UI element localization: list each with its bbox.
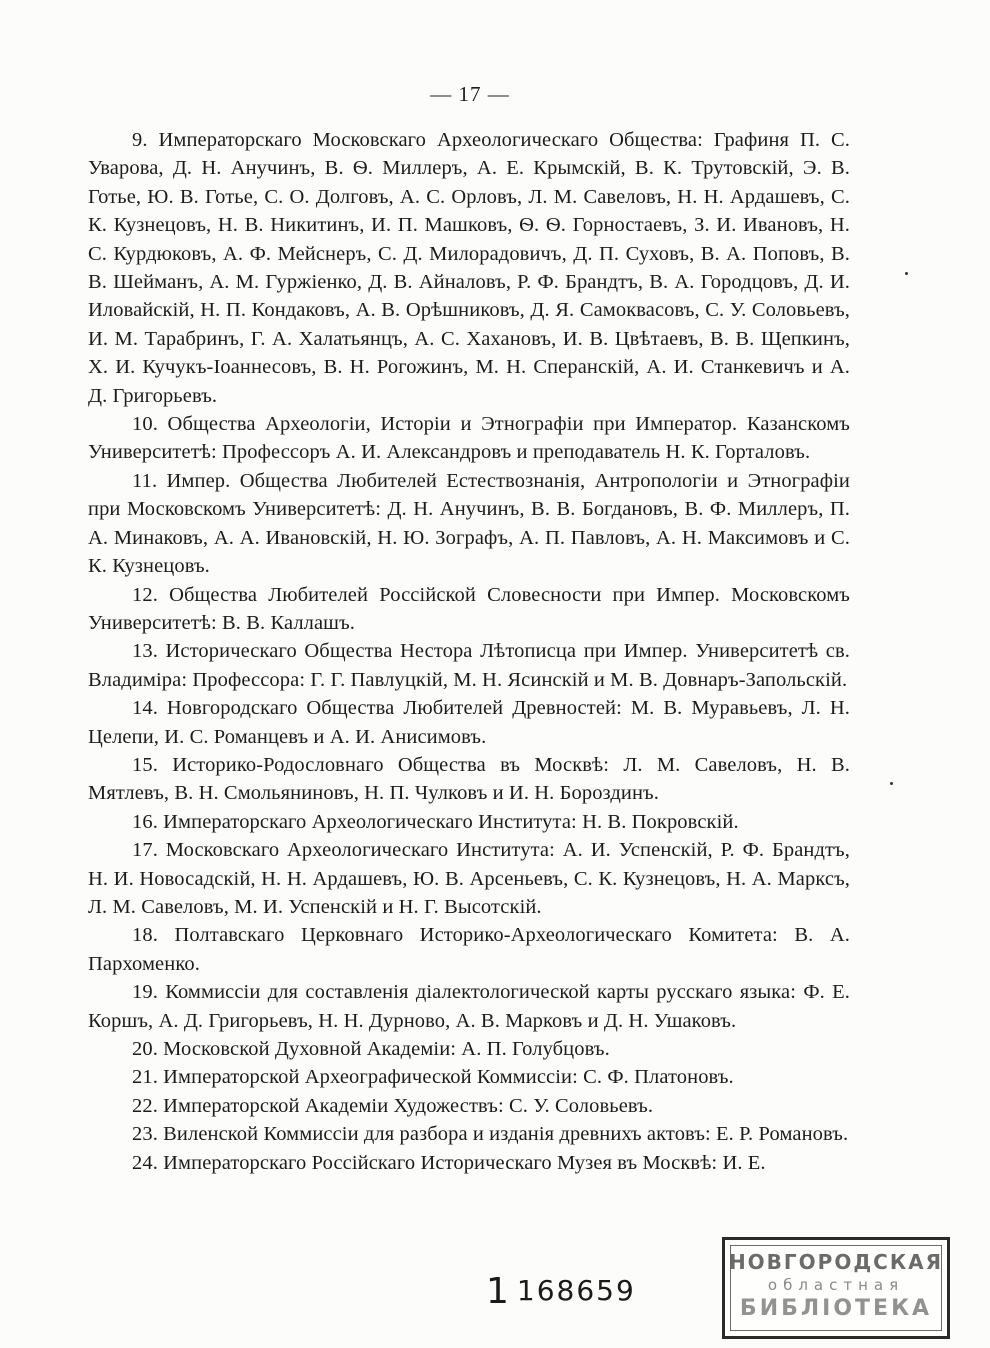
stamp-line-2: областная [767, 1276, 905, 1294]
entry-12: 12. Общества Любителей Россійской Словесности при Импер. Московскомъ Университетѣ: В. В. Каллашъ. [88, 583, 850, 634]
entry-18: 18. Полтавскаго Церковнаго Историко-Археологическаго Комитета: В. А. Пархоменко. [88, 924, 850, 975]
entry-19: 19. Коммиссіи для составленія діалектологической карты русскаго языка: Ф. Е. Коршъ, А. Д. Григорьевъ, Н. Н. Дурново, А. В. Марковъ и Д. Н. Ушаковъ. [88, 981, 850, 1032]
entry-15: 15. Историко-Родословнаго Общества въ Москвѣ: Л. М. Савеловъ, Н. В. Мятлевъ, В. Н. Смольяниновъ, Н. П. Чулковъ и И. Н. Бороздинъ. [88, 753, 850, 805]
entry-14: 14. Новгородскаго Общества Любителей Древностей: М. В. Муравьевъ, Л. Н. Целепи, И. С. Романцевъ и А. И. Анисимовъ. [88, 697, 850, 748]
entry-23: 23. Виленской Коммиссіи для разбора и изданія древнихъ актовъ: Е. Р. Романовъ. [132, 1123, 849, 1146]
entry-24: 24. Императорскаго Россійскаго Историческаго Музея въ Москвѣ: И. Е. [132, 1151, 766, 1174]
inventory-mark: 1 [486, 1271, 511, 1312]
entry-20: 20. Московской Духовной Академіи: А. П. Голубцовъ. [132, 1038, 610, 1060]
entry-10: 10. Общества Археологіи, Исторіи и Этнографіи при Император. Казанскомъ Университетѣ: Профессоръ А. И. Александровъ и преподаватель Н. К. Горталовъ. [88, 413, 850, 464]
inventory-number-value: 168659 [516, 1274, 636, 1307]
library-stamp [722, 1237, 950, 1339]
entry-9: 9. Императорскаго Московскаго Археологическаго Общества: Графиня П. С. Уварова, Д. Н. Анучинъ, В. Ѳ. Миллеръ, А. Е. Крымскій, В. К. Трутовскій, Э. В. Готье, Ю. В. Готье, С. О. Долговъ, А. С. Орловъ, Л. М. Савеловъ, Н. Н. Ардашевъ, С. К. Кузнецовъ, Н. В. Никитинъ, И. П. Машковъ, Ѳ. Ѳ. Горностаевъ, З. И. Ивановъ, Н. С. Курдюковъ, А. Ф. Мейснеръ, С. Д. Милорадовичъ, Д. П. Суховъ, В. А. Поповъ, В. В. Шейманъ, А. М. Гуржіенко, Д. В. Айналовъ, Р. Ф. Брандтъ, В. А. Городцовъ, Д. И. Иловайскій, Н. П. Кондаковъ, А. В. Орѣшниковъ, Д. Я. Самоквасовъ, С. У. Соловьевъ, И. М. Тарабринъ, Г. А. Халатьянцъ, А. С. Хахановъ, И. В. Цвѣтаевъ, В. В. Щепкинъ, Х. И. Кучукъ-Іоаннесовъ, В. Н. Рогожинъ, М. Н. Сперанскій, А. И. Станкевичъ и А. Д. Григорьевъ. [88, 129, 850, 407]
entry-21: 21. Императорской Археографической Коммиссіи: С. Ф. Платоновъ. [132, 1066, 734, 1089]
entry-13: 13. Историческаго Общества Нестора Лѣтописца при Импер. Университетѣ св. Владиміра: Профессора: Г. Г. Павлуцкій, М. Н. Ясинскій и М. В. Довнаръ-Запольскій. [88, 640, 850, 691]
entry-17: 17. Московскаго Археологическаго Института: А. И. Успенскій, Р. Ф. Брандтъ, Н. И. Новосадскій, Н. Н. Ардашевъ, Ю. В. Арсеньевъ, С. К. Кузнецовъ, Н. А. Марксъ, Л. М. Савеловъ, М. И. Успенскій и Н. Г. Высотскій. [88, 839, 850, 918]
entry-22: 22. Императорской Академіи Художествъ: С. У. Соловьевъ. [132, 1094, 654, 1117]
body-text [88, 126, 850, 1177]
stray-mark [905, 272, 908, 275]
page-number: — 17 — [430, 82, 510, 106]
entry-16: 16. Императорскаго Археологическаго Института: Н. В. Покровскій. [132, 810, 739, 833]
stamp-line-3: БИБЛІОТЕКА [739, 1296, 933, 1321]
entry-11: 11. Импер. Общества Любителей Естествознанія, Антропологіи и Этнографіи при Московскомъ Университетѣ: Д. Н. Анучинъ, В. В. Богдановъ, В. Ф. Миллеръ, П. А. Минаковъ, А. А. Ивановскій, Н. Ю. Зографъ, А. П. Павловъ, А. Н. Максимовъ и С. К. Кузнецовъ. [88, 469, 850, 578]
stray-mark [890, 782, 893, 785]
inventory-number [486, 1268, 636, 1312]
stamp-line-1: НОВГОРОДСКАЯ [728, 1250, 944, 1274]
